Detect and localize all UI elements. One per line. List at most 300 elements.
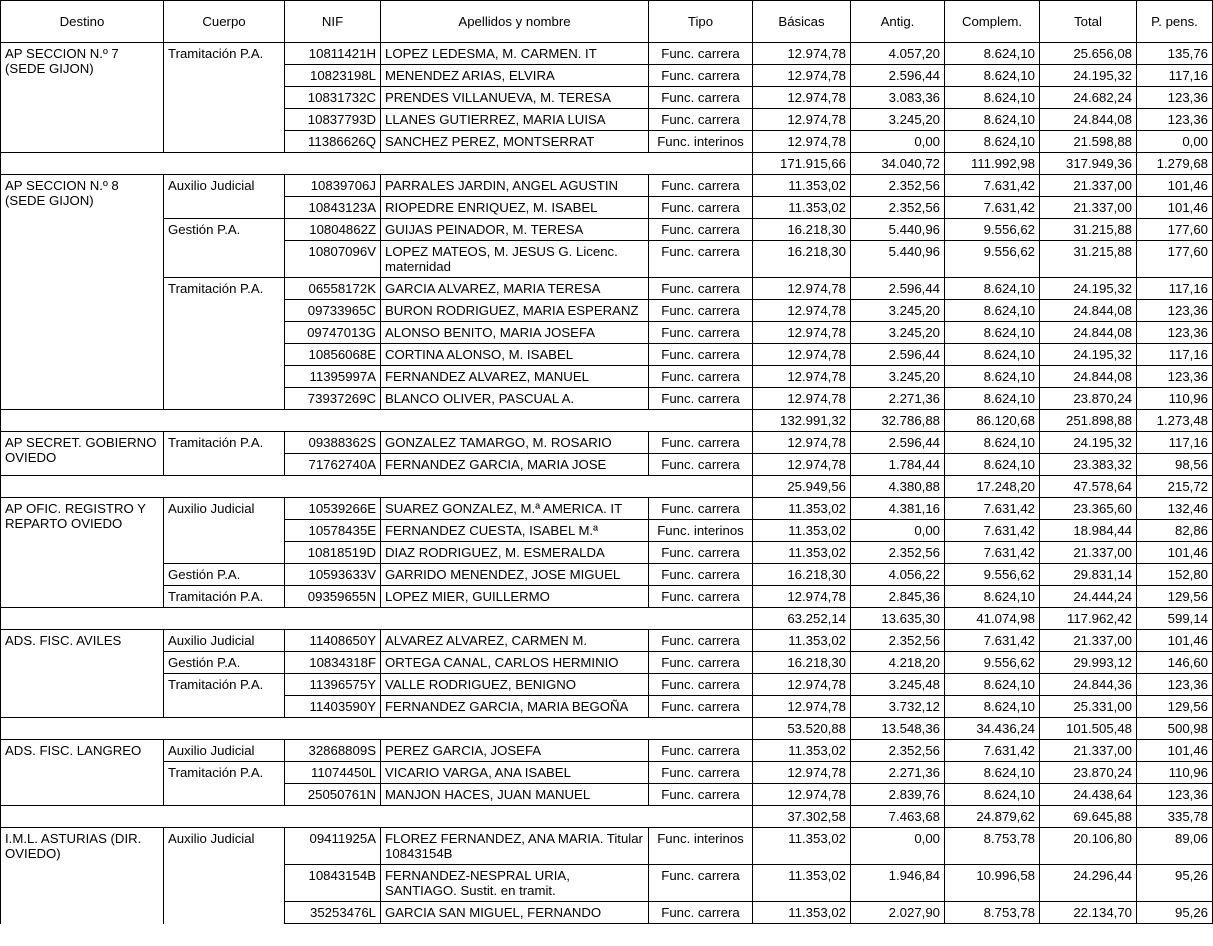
complem-cell: 7.631,42 [945,197,1040,219]
p-pens-cell: 101,46 [1137,542,1213,564]
name-cell: FERNANDEZ CUESTA, ISABEL M.ª [381,520,649,542]
tipo-cell: Func. carrera [649,674,753,696]
table-row [1,432,1213,454]
name-cell: LOPEZ LEDESMA, M. CARMEN. IT [381,43,649,65]
p-pens-cell: 152,80 [1137,564,1213,586]
antig-cell: 2.596,44 [851,65,945,87]
name-cell: LLANES GUTIERREZ, MARIA LUISA [381,109,649,131]
antig-cell: 2.352,56 [851,740,945,762]
antig-cell: 0,00 [851,131,945,153]
p-pens-cell: 101,46 [1137,630,1213,652]
tipo-cell: Func. carrera [649,300,753,322]
complem-cell: 8.624,10 [945,366,1040,388]
basicas-cell: 12.974,78 [753,586,851,608]
subtotal-row [1,718,1213,740]
total-cell: 24.844,36 [1040,674,1137,696]
nif-cell: 09733965C [285,300,381,322]
basicas-cell: 12.974,78 [753,278,851,300]
tipo-cell: Func. carrera [649,241,753,278]
cuerpo-cell: Auxilio Judicial [164,498,285,564]
complem-cell: 8.624,10 [945,696,1040,718]
name-cell: FLOREZ FERNANDEZ, ANA MARIA. Titular 10843154B [381,828,649,865]
nif-cell: 10804862Z [285,219,381,241]
complem-cell: 9.556,62 [945,219,1040,241]
complem-cell: 7.631,42 [945,175,1040,197]
name-cell: PARRALES JARDIN, ANGEL AGUSTIN [381,175,649,197]
p-pens-cell: 117,16 [1137,65,1213,87]
subtotal-total: 101.505,48 [1040,718,1137,740]
total-cell: 29.993,12 [1040,652,1137,674]
table-row [1,564,1213,586]
nif-cell: 10811421H [285,43,381,65]
complem-cell: 9.556,62 [945,564,1040,586]
name-cell: PRENDES VILLANUEVA, M. TERESA [381,87,649,109]
table-row [1,828,1213,865]
total-cell: 24.296,44 [1040,865,1137,902]
basicas-cell: 16.218,30 [753,241,851,278]
nif-cell: 10823198L [285,65,381,87]
subtotal-p-pens: 1.273,48 [1137,410,1213,432]
cuerpo-cell: Gestión P.A. [164,564,285,586]
tipo-cell: Func. carrera [649,388,753,410]
p-pens-cell: 117,16 [1137,344,1213,366]
subtotal-basicas: 53.520,88 [753,718,851,740]
nif-cell: 10856068E [285,344,381,366]
antig-cell: 3.245,20 [851,366,945,388]
nif-cell: 09359655N [285,586,381,608]
table-row [1,740,1213,762]
basicas-cell: 11.353,02 [753,630,851,652]
antig-cell: 2.271,36 [851,388,945,410]
total-cell: 21.337,00 [1040,175,1137,197]
subtotal-antig: 13.548,36 [851,718,945,740]
p-pens-cell: 177,60 [1137,241,1213,278]
tipo-cell: Func. carrera [649,740,753,762]
complem-cell: 9.556,62 [945,652,1040,674]
basicas-cell: 16.218,30 [753,564,851,586]
cuerpo-cell: Tramitación P.A. [164,674,285,718]
cuerpo-cell: Auxilio Judicial [164,828,285,924]
complem-cell: 8.624,10 [945,278,1040,300]
nif-cell: 35253476L [285,902,381,924]
basicas-cell: 12.974,78 [753,454,851,476]
antig-cell: 4.381,16 [851,498,945,520]
p-pens-cell: 0,00 [1137,131,1213,153]
basicas-cell: 12.974,78 [753,65,851,87]
tipo-cell: Func. interinos [649,520,753,542]
antig-cell: 1.784,44 [851,454,945,476]
antig-cell: 5.440,96 [851,241,945,278]
subtotal-spacer [1,476,753,498]
antig-cell: 2.596,44 [851,344,945,366]
tipo-cell: Func. carrera [649,344,753,366]
p-pens-cell: 123,36 [1137,366,1213,388]
p-pens-cell: 123,36 [1137,300,1213,322]
antig-cell: 2.271,36 [851,762,945,784]
complem-cell: 8.624,10 [945,322,1040,344]
p-pens-cell: 129,56 [1137,696,1213,718]
table-row [1,278,1213,300]
complem-cell: 7.631,42 [945,520,1040,542]
total-cell: 23.383,32 [1040,454,1137,476]
antig-cell: 2.352,56 [851,175,945,197]
antig-cell: 2.352,56 [851,197,945,219]
tipo-cell: Func. carrera [649,696,753,718]
subtotal-row [1,608,1213,630]
destino-cell: AP OFIC. REGISTRO Y REPARTO OVIEDO [1,498,164,608]
basicas-cell: 11.353,02 [753,902,851,924]
p-pens-cell: 135,76 [1137,43,1213,65]
header-destino: Destino [1,1,164,43]
subtotal-p-pens: 599,14 [1137,608,1213,630]
p-pens-cell: 123,36 [1137,87,1213,109]
complem-cell: 7.631,42 [945,740,1040,762]
subtotal-row [1,806,1213,828]
name-cell: BLANCO OLIVER, PASCUAL A. [381,388,649,410]
cuerpo-cell: Auxilio Judicial [164,740,285,762]
cuerpo-cell: Tramitación P.A. [164,278,285,410]
subtotal-antig: 34.040,72 [851,153,945,175]
antig-cell: 5.440,96 [851,219,945,241]
antig-cell: 2.352,56 [851,542,945,564]
antig-cell: 4.057,20 [851,43,945,65]
header-p-pens: P. pens. [1137,1,1213,43]
tipo-cell: Func. carrera [649,586,753,608]
cuerpo-cell: Gestión P.A. [164,652,285,674]
nif-cell: 25050761N [285,784,381,806]
antig-cell: 4.218,20 [851,652,945,674]
name-cell: MENENDEZ ARIAS, ELVIRA [381,65,649,87]
name-cell: SANCHEZ PEREZ, MONTSERRAT [381,131,649,153]
tipo-cell: Func. carrera [649,498,753,520]
basicas-cell: 12.974,78 [753,109,851,131]
table-row [1,219,1213,241]
complem-cell: 8.624,10 [945,388,1040,410]
tipo-cell: Func. carrera [649,902,753,924]
basicas-cell: 11.353,02 [753,865,851,902]
subtotal-spacer [1,806,753,828]
subtotal-spacer [1,153,753,175]
subtotal-antig: 13.635,30 [851,608,945,630]
nif-cell: 10834318F [285,652,381,674]
subtotal-antig: 32.786,88 [851,410,945,432]
basicas-cell: 11.353,02 [753,175,851,197]
subtotal-complem: 17.248,20 [945,476,1040,498]
p-pens-cell: 95,26 [1137,865,1213,902]
table-row [1,43,1213,65]
name-cell: ORTEGA CANAL, CARLOS HERMINIO [381,652,649,674]
subtotal-basicas: 132.991,32 [753,410,851,432]
total-cell: 24.844,08 [1040,109,1137,131]
total-cell: 21.337,00 [1040,542,1137,564]
subtotal-p-pens: 335,78 [1137,806,1213,828]
total-cell: 25.656,08 [1040,43,1137,65]
nif-cell: 10839706J [285,175,381,197]
subtotal-basicas: 37.302,58 [753,806,851,828]
p-pens-cell: 110,96 [1137,762,1213,784]
cuerpo-cell: Auxilio Judicial [164,175,285,219]
complem-cell: 9.556,62 [945,241,1040,278]
nif-cell: 09411925A [285,828,381,865]
subtotal-antig: 4.380,88 [851,476,945,498]
nif-cell: 10539266E [285,498,381,520]
p-pens-cell: 123,36 [1137,109,1213,131]
p-pens-cell: 129,56 [1137,586,1213,608]
subtotal-complem: 24.879,62 [945,806,1040,828]
cuerpo-cell: Tramitación P.A. [164,586,285,608]
basicas-cell: 16.218,30 [753,652,851,674]
nif-cell: 11074450L [285,762,381,784]
name-cell: FERNANDEZ-NESPRAL URIA, SANTIAGO. Sustit. en tramit. [381,865,649,902]
name-cell: GUIJAS PEINADOR, M. TERESA [381,219,649,241]
complem-cell: 8.753,78 [945,828,1040,865]
table-row [1,630,1213,652]
name-cell: GARCIA SAN MIGUEL, FERNANDO [381,902,649,924]
complem-cell: 8.624,10 [945,87,1040,109]
basicas-cell: 11.353,02 [753,542,851,564]
basicas-cell: 11.353,02 [753,828,851,865]
total-cell: 20.106,80 [1040,828,1137,865]
name-cell: DIAZ RODRIGUEZ, M. ESMERALDA [381,542,649,564]
nif-cell: 10843154B [285,865,381,902]
name-cell: SUAREZ GONZALEZ, M.ª AMERICA. IT [381,498,649,520]
header-basicas: Básicas [753,1,851,43]
total-cell: 24.844,08 [1040,300,1137,322]
basicas-cell: 12.974,78 [753,300,851,322]
cuerpo-cell: Auxilio Judicial [164,630,285,652]
name-cell: ALVAREZ ALVAREZ, CARMEN M. [381,630,649,652]
total-cell: 24.844,08 [1040,366,1137,388]
complem-cell: 8.624,10 [945,762,1040,784]
tipo-cell: Func. carrera [649,65,753,87]
subtotal-total: 251.898,88 [1040,410,1137,432]
complem-cell: 10.996,58 [945,865,1040,902]
basicas-cell: 16.218,30 [753,219,851,241]
destino-cell: ADS. FISC. LANGREO [1,740,164,806]
tipo-cell: Func. carrera [649,197,753,219]
tipo-cell: Func. carrera [649,784,753,806]
p-pens-cell: 101,46 [1137,175,1213,197]
tipo-cell: Func. carrera [649,564,753,586]
complem-cell: 8.624,10 [945,454,1040,476]
total-cell: 23.870,24 [1040,388,1137,410]
total-cell: 25.331,00 [1040,696,1137,718]
table-row [1,498,1213,520]
table-row [1,652,1213,674]
total-cell: 24.195,32 [1040,432,1137,454]
header-cuerpo: Cuerpo [164,1,285,43]
p-pens-cell: 146,60 [1137,652,1213,674]
subtotal-antig: 7.463,68 [851,806,945,828]
nif-cell: 10831732C [285,87,381,109]
name-cell: GONZALEZ TAMARGO, M. ROSARIO [381,432,649,454]
total-cell: 24.844,08 [1040,322,1137,344]
subtotal-basicas: 171.915,66 [753,153,851,175]
nif-cell: 73937269C [285,388,381,410]
nif-cell: 10578435E [285,520,381,542]
total-cell: 21.337,00 [1040,197,1137,219]
p-pens-cell: 177,60 [1137,219,1213,241]
name-cell: FERNANDEZ GARCIA, MARIA JOSE [381,454,649,476]
table-body [1,43,1213,924]
tipo-cell: Func. carrera [649,219,753,241]
subtotal-complem: 34.436,24 [945,718,1040,740]
name-cell: GARCIA ALVAREZ, MARIA TERESA [381,278,649,300]
name-cell: LOPEZ MIER, GUILLERMO [381,586,649,608]
basicas-cell: 11.353,02 [753,197,851,219]
subtotal-spacer [1,718,753,740]
table-row [1,762,1213,784]
total-cell: 24.444,24 [1040,586,1137,608]
p-pens-cell: 101,46 [1137,740,1213,762]
subtotal-complem: 41.074,98 [945,608,1040,630]
p-pens-cell: 117,16 [1137,278,1213,300]
p-pens-cell: 110,96 [1137,388,1213,410]
name-cell: ALONSO BENITO, MARIA JOSEFA [381,322,649,344]
p-pens-cell: 123,36 [1137,674,1213,696]
header-tipo: Tipo [649,1,753,43]
subtotal-spacer [1,608,753,630]
tipo-cell: Func. carrera [649,366,753,388]
basicas-cell: 12.974,78 [753,366,851,388]
total-cell: 23.365,60 [1040,498,1137,520]
basicas-cell: 11.353,02 [753,740,851,762]
subtotal-complem: 111.992,98 [945,153,1040,175]
total-cell: 23.870,24 [1040,762,1137,784]
basicas-cell: 12.974,78 [753,432,851,454]
header-apellidos-nombre: Apellidos y nombre [381,1,649,43]
subtotal-row [1,476,1213,498]
basicas-cell: 11.353,02 [753,520,851,542]
cuerpo-cell: Gestión P.A. [164,219,285,278]
basicas-cell: 12.974,78 [753,344,851,366]
complem-cell: 8.624,10 [945,784,1040,806]
nif-cell: 10818519D [285,542,381,564]
basicas-cell: 12.974,78 [753,43,851,65]
tipo-cell: Func. carrera [649,175,753,197]
total-cell: 24.195,32 [1040,278,1137,300]
nif-cell: 06558172K [285,278,381,300]
tipo-cell: Func. carrera [649,278,753,300]
tipo-cell: Func. carrera [649,43,753,65]
nif-cell: 11386626Q [285,131,381,153]
p-pens-cell: 123,36 [1137,322,1213,344]
antig-cell: 2.027,90 [851,902,945,924]
header-complem: Complem. [945,1,1040,43]
nif-cell: 09747013G [285,322,381,344]
cuerpo-cell: Tramitación P.A. [164,762,285,806]
total-cell: 22.134,70 [1040,902,1137,924]
header-row [1,1,1213,43]
tipo-cell: Func. carrera [649,865,753,902]
antig-cell: 3.245,20 [851,109,945,131]
nif-cell: 11395997A [285,366,381,388]
name-cell: GARRIDO MENENDEZ, JOSE MIGUEL [381,564,649,586]
subtotal-total: 47.578,64 [1040,476,1137,498]
complem-cell: 7.631,42 [945,630,1040,652]
name-cell: VALLE RODRIGUEZ, BENIGNO [381,674,649,696]
destino-cell: AP SECCION N.º 7 (SEDE GIJON) [1,43,164,153]
table-row [1,175,1213,197]
total-cell: 31.215,88 [1040,219,1137,241]
antig-cell: 3.245,20 [851,300,945,322]
complem-cell: 8.624,10 [945,344,1040,366]
tipo-cell: Func. interinos [649,828,753,865]
basicas-cell: 12.974,78 [753,87,851,109]
p-pens-cell: 117,16 [1137,432,1213,454]
name-cell: FERNANDEZ GARCIA, MARIA BEGOÑA [381,696,649,718]
complem-cell: 7.631,42 [945,498,1040,520]
total-cell: 21.598,88 [1040,131,1137,153]
table-row [1,674,1213,696]
antig-cell: 3.732,12 [851,696,945,718]
name-cell: LOPEZ MATEOS, M. JESUS G. Licenc. maternidad [381,241,649,278]
basicas-cell: 12.974,78 [753,388,851,410]
subtotal-p-pens: 1.279,68 [1137,153,1213,175]
basicas-cell: 12.974,78 [753,322,851,344]
nif-cell: 10807096V [285,241,381,278]
complem-cell: 7.631,42 [945,542,1040,564]
subtotal-row [1,153,1213,175]
destino-cell: ADS. FISC. AVILES [1,630,164,718]
nif-cell: 11396575Y [285,674,381,696]
nif-cell: 10837793D [285,109,381,131]
complem-cell: 8.624,10 [945,674,1040,696]
nif-cell: 09388362S [285,432,381,454]
nif-cell: 11408650Y [285,630,381,652]
total-cell: 18.984,44 [1040,520,1137,542]
p-pens-cell: 82,86 [1137,520,1213,542]
basicas-cell: 12.974,78 [753,696,851,718]
nif-cell: 71762740A [285,454,381,476]
total-cell: 24.195,32 [1040,65,1137,87]
subtotal-row [1,410,1213,432]
tipo-cell: Func. carrera [649,542,753,564]
subtotal-total: 317.949,36 [1040,153,1137,175]
basicas-cell: 12.974,78 [753,784,851,806]
complem-cell: 8.624,10 [945,586,1040,608]
basicas-cell: 11.353,02 [753,498,851,520]
antig-cell: 4.056,22 [851,564,945,586]
p-pens-cell: 89,06 [1137,828,1213,865]
nif-cell: 10593633V [285,564,381,586]
destino-cell: AP SECRET. GOBIERNO OVIEDO [1,432,164,476]
name-cell: MANJON HACES, JUAN MANUEL [381,784,649,806]
tipo-cell: Func. carrera [649,322,753,344]
tipo-cell: Func. carrera [649,87,753,109]
tipo-cell: Func. carrera [649,762,753,784]
destino-cell: AP SECCION N.º 8 (SEDE GIJON) [1,175,164,410]
total-cell: 24.438,64 [1040,784,1137,806]
nif-cell: 10843123A [285,197,381,219]
total-cell: 24.195,32 [1040,344,1137,366]
antig-cell: 2.596,44 [851,432,945,454]
p-pens-cell: 132,46 [1137,498,1213,520]
header-antig: Antig. [851,1,945,43]
subtotal-p-pens: 500,98 [1137,718,1213,740]
subtotal-p-pens: 215,72 [1137,476,1213,498]
subtotal-total: 69.645,88 [1040,806,1137,828]
antig-cell: 0,00 [851,520,945,542]
name-cell: BURON RODRIGUEZ, MARIA ESPERANZ [381,300,649,322]
name-cell: CORTINA ALONSO, M. ISABEL [381,344,649,366]
destino-cell: I.M.L. ASTURIAS (DIR. OVIEDO) [1,828,164,924]
antig-cell: 0,00 [851,828,945,865]
basicas-cell: 12.974,78 [753,762,851,784]
antig-cell: 2.845,36 [851,586,945,608]
subtotal-total: 117.962,42 [1040,608,1137,630]
p-pens-cell: 98,56 [1137,454,1213,476]
